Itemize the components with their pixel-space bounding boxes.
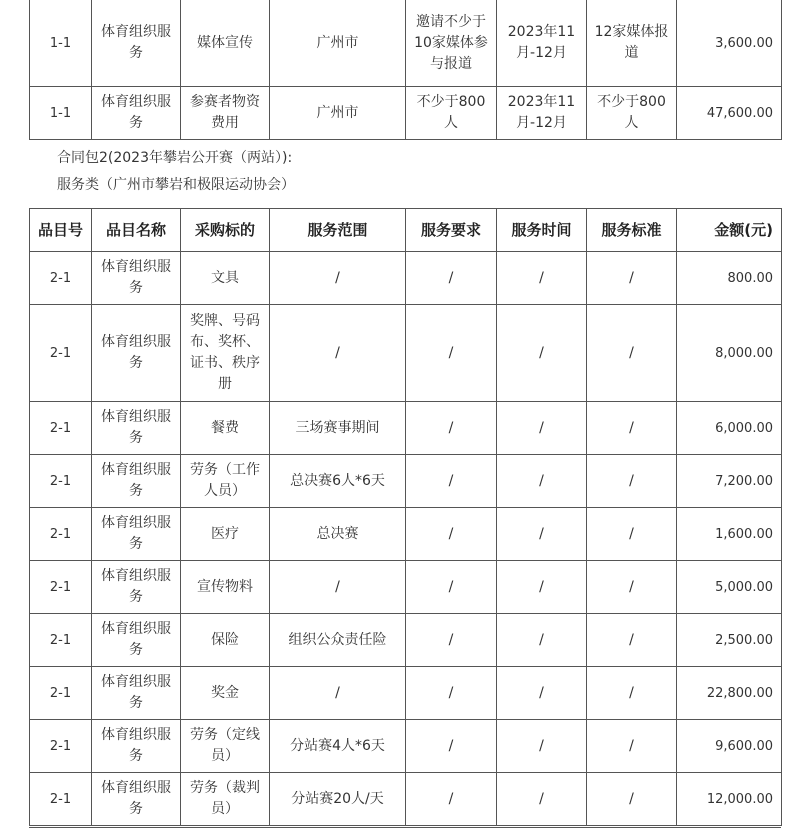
service-scope: / xyxy=(270,561,406,614)
service-time: / xyxy=(497,561,587,614)
amount: 12,000.00 xyxy=(677,773,782,826)
service-time: / xyxy=(497,455,587,508)
table-row xyxy=(30,305,782,402)
procurement-target: 参赛者物资费用 xyxy=(181,87,270,140)
table-row xyxy=(30,720,782,773)
amount: 6,000.00 xyxy=(677,402,782,455)
table-bottom-border xyxy=(29,827,781,828)
item-name: 体育组织服务 xyxy=(92,614,181,667)
item-name: 体育组织服务 xyxy=(92,773,181,826)
service-time: / xyxy=(497,614,587,667)
amount: 9,600.00 xyxy=(677,720,782,773)
service-time: / xyxy=(497,667,587,720)
service-time: / xyxy=(497,305,587,402)
amount: 22,800.00 xyxy=(677,667,782,720)
procurement-target: 劳务（工作人员） xyxy=(181,455,270,508)
procurement-target: 奖牌、号码布、奖杯、证书、秩序册 xyxy=(181,305,270,402)
service-scope: / xyxy=(270,252,406,305)
service-scope: 总决赛6人*6天 xyxy=(270,455,406,508)
service-time: / xyxy=(497,773,587,826)
header-service-requirement: 服务要求 xyxy=(406,209,497,252)
amount: 7,200.00 xyxy=(677,455,782,508)
header-amount: 金额(元) xyxy=(677,209,782,252)
item-code: 2-1 xyxy=(30,455,92,508)
header-procurement-target: 采购标的 xyxy=(181,209,270,252)
item-code: 2-1 xyxy=(30,561,92,614)
table-header-row xyxy=(30,209,782,252)
service-requirement: / xyxy=(406,561,497,614)
service-requirement: 不少于800人 xyxy=(406,87,497,140)
service-standard: / xyxy=(587,773,677,826)
service-standard: / xyxy=(587,720,677,773)
table-row xyxy=(30,508,782,561)
procurement-target: 宣传物料 xyxy=(181,561,270,614)
service-category-note: 服务类（广州市攀岩和极限运动协会） xyxy=(57,177,295,193)
service-standard: / xyxy=(587,455,677,508)
service-scope: / xyxy=(270,667,406,720)
service-standard: / xyxy=(587,305,677,402)
table-row xyxy=(30,252,782,305)
header-item-name: 品目名称 xyxy=(92,209,181,252)
service-scope: 分站赛4人*6天 xyxy=(270,720,406,773)
item-code: 2-1 xyxy=(30,614,92,667)
contract-package-note: 合同包2(2023年攀岩公开赛（两站）): xyxy=(57,150,293,166)
service-standard: / xyxy=(587,561,677,614)
service-standard: / xyxy=(587,252,677,305)
header-service-time: 服务时间 xyxy=(497,209,587,252)
procurement-target: 文具 xyxy=(181,252,270,305)
table-row xyxy=(30,455,782,508)
procurement-target: 劳务（裁判员） xyxy=(181,773,270,826)
item-name: 体育组织服务 xyxy=(92,455,181,508)
item-code: 2-1 xyxy=(30,305,92,402)
service-requirement: / xyxy=(406,508,497,561)
table-row xyxy=(30,402,782,455)
service-requirement: / xyxy=(406,305,497,402)
item-name: 体育组织服务 xyxy=(92,720,181,773)
service-scope: 广州市 xyxy=(270,87,406,140)
amount: 47,600.00 xyxy=(677,87,782,140)
service-standard: / xyxy=(587,667,677,720)
procurement-table-package-2 xyxy=(29,208,782,826)
table-row xyxy=(30,0,782,87)
service-time: / xyxy=(497,720,587,773)
procurement-table-package-1 xyxy=(29,0,782,140)
procurement-target: 医疗 xyxy=(181,508,270,561)
item-code: 2-1 xyxy=(30,508,92,561)
service-requirement: / xyxy=(406,402,497,455)
amount: 8,000.00 xyxy=(677,305,782,402)
amount: 1,600.00 xyxy=(677,508,782,561)
service-time: / xyxy=(497,402,587,455)
service-time: 2023年11月-12月 xyxy=(497,0,587,87)
table-row xyxy=(30,87,782,140)
table-row xyxy=(30,561,782,614)
service-standard: / xyxy=(587,402,677,455)
service-standard: 12家媒体报道 xyxy=(587,0,677,87)
item-code: 2-1 xyxy=(30,402,92,455)
service-requirement: / xyxy=(406,252,497,305)
service-requirement: / xyxy=(406,455,497,508)
item-code: 2-1 xyxy=(30,252,92,305)
table-row xyxy=(30,614,782,667)
amount: 800.00 xyxy=(677,252,782,305)
service-standard: / xyxy=(587,614,677,667)
service-scope: 三场赛事期间 xyxy=(270,402,406,455)
header-service-scope: 服务范围 xyxy=(270,209,406,252)
item-code: 1-1 xyxy=(30,0,92,87)
item-name: 体育组织服务 xyxy=(92,0,181,87)
service-scope: 分站赛20人/天 xyxy=(270,773,406,826)
item-name: 体育组织服务 xyxy=(92,667,181,720)
item-code: 2-1 xyxy=(30,773,92,826)
service-time: / xyxy=(497,508,587,561)
procurement-target: 媒体宣传 xyxy=(181,0,270,87)
procurement-target: 奖金 xyxy=(181,667,270,720)
procurement-target: 劳务（定线员） xyxy=(181,720,270,773)
service-requirement: / xyxy=(406,614,497,667)
service-requirement: / xyxy=(406,667,497,720)
item-name: 体育组织服务 xyxy=(92,305,181,402)
item-name: 体育组织服务 xyxy=(92,402,181,455)
header-service-standard: 服务标准 xyxy=(587,209,677,252)
item-name: 体育组织服务 xyxy=(92,252,181,305)
amount: 3,600.00 xyxy=(677,0,782,87)
table-row xyxy=(30,667,782,720)
service-requirement: / xyxy=(406,720,497,773)
procurement-target: 保险 xyxy=(181,614,270,667)
service-requirement: / xyxy=(406,773,497,826)
table-row xyxy=(30,773,782,826)
item-code: 1-1 xyxy=(30,87,92,140)
service-standard: / xyxy=(587,508,677,561)
service-time: / xyxy=(497,252,587,305)
header-item-code: 品目号 xyxy=(30,209,92,252)
item-name: 体育组织服务 xyxy=(92,561,181,614)
service-standard: 不少于800人 xyxy=(587,87,677,140)
procurement-target: 餐费 xyxy=(181,402,270,455)
amount: 5,000.00 xyxy=(677,561,782,614)
service-scope: 组织公众责任险 xyxy=(270,614,406,667)
item-name: 体育组织服务 xyxy=(92,87,181,140)
item-name: 体育组织服务 xyxy=(92,508,181,561)
item-code: 2-1 xyxy=(30,667,92,720)
service-requirement: 邀请不少于10家媒体参与报道 xyxy=(406,0,497,87)
service-scope: 广州市 xyxy=(270,0,406,87)
service-scope: / xyxy=(270,305,406,402)
amount: 2,500.00 xyxy=(677,614,782,667)
service-scope: 总决赛 xyxy=(270,508,406,561)
service-time: 2023年11月-12月 xyxy=(497,87,587,140)
item-code: 2-1 xyxy=(30,720,92,773)
